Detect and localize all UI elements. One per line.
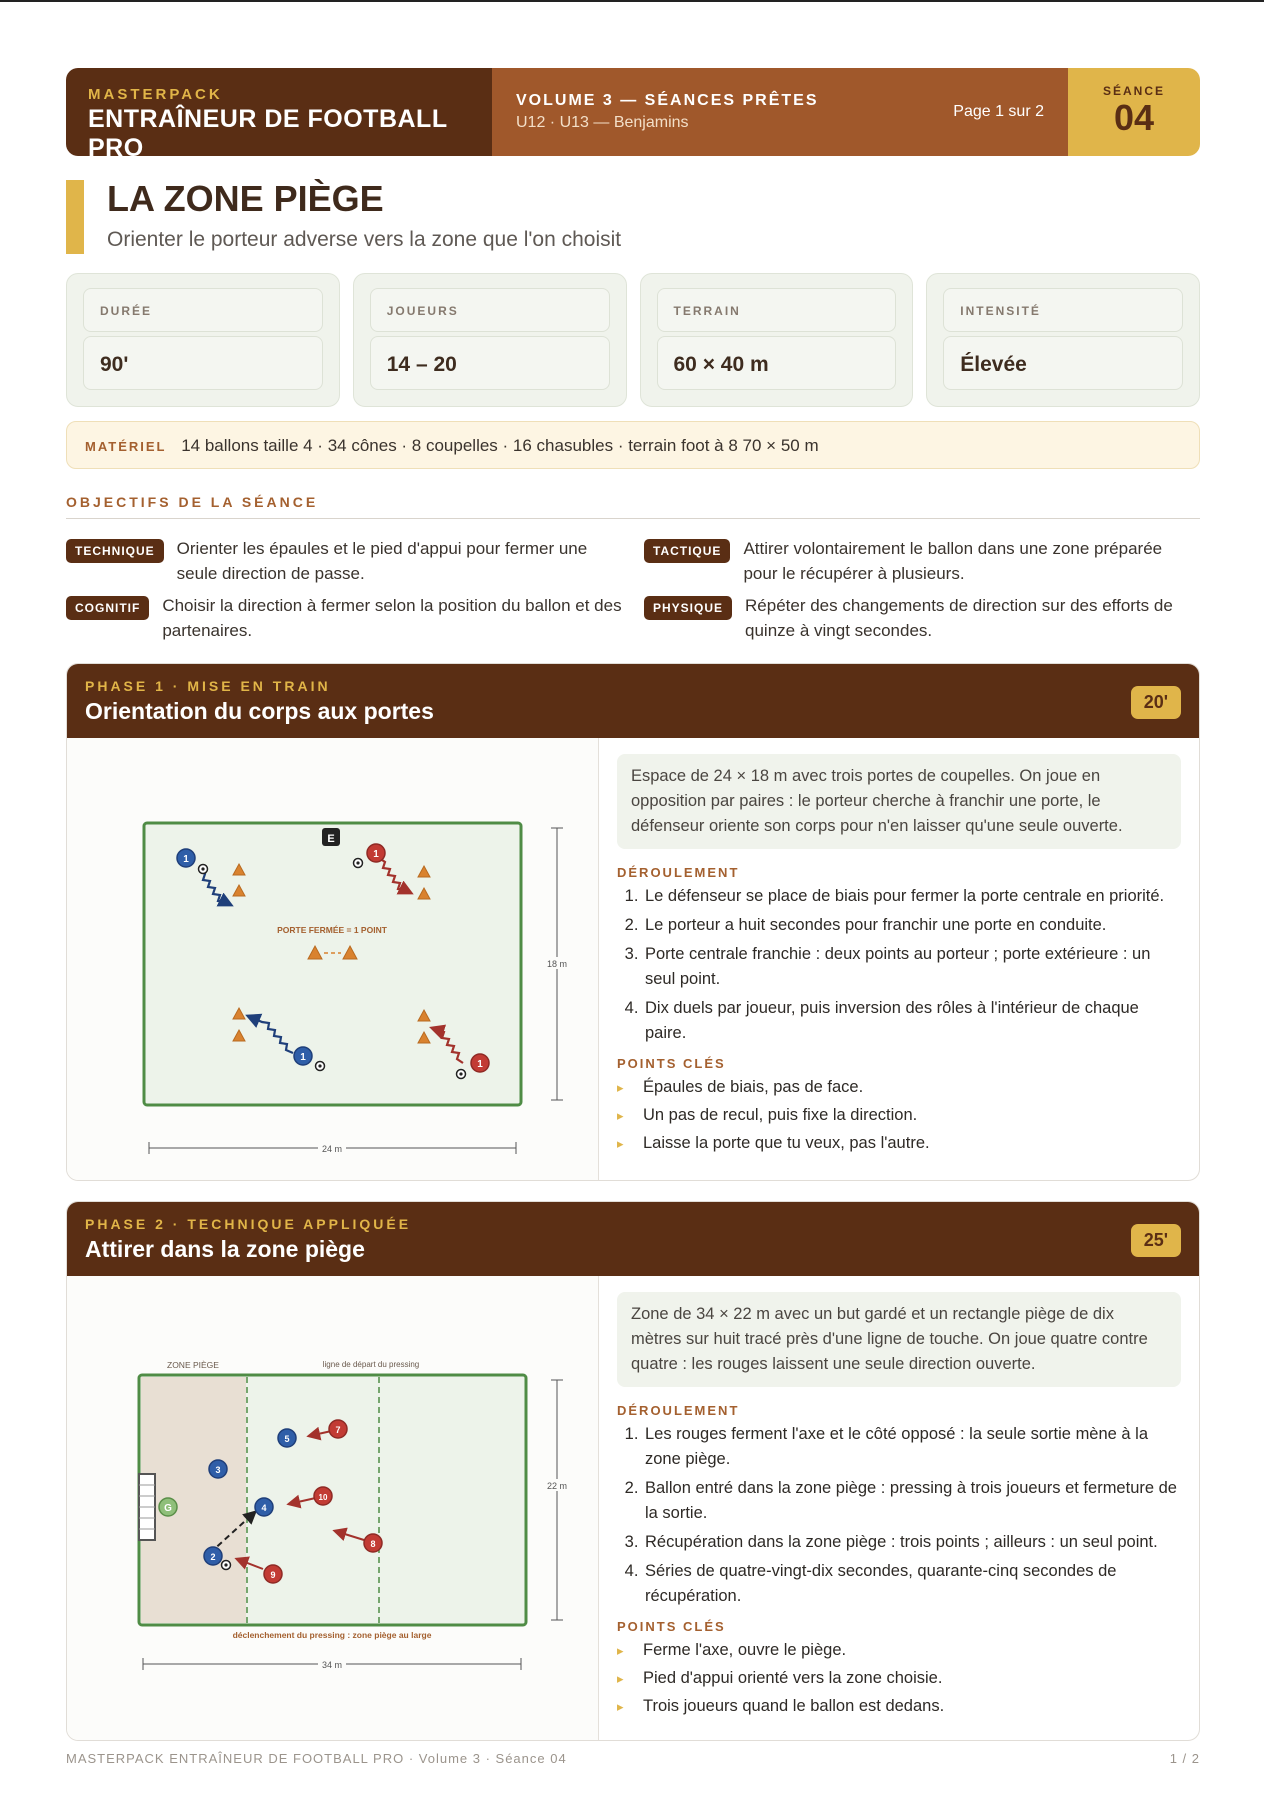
objective-text: Répéter des changements de direction sur des efforts de quinze à vingt secondes. [745, 596, 1173, 640]
page-info: Page 1 sur 2 [953, 103, 1044, 120]
material-box [66, 421, 1200, 469]
phase-header [67, 1202, 1199, 1276]
trap-zone [141, 1377, 246, 1623]
objective-tactique [644, 536, 1200, 586]
objective-tag: COGNITIF [66, 596, 149, 620]
footer-page-number: 1 / 2 [1169, 1751, 1200, 1766]
phase-header [67, 664, 1199, 738]
width-label: 34 m [321, 1660, 343, 1670]
stat-label: TERRAIN [657, 288, 897, 332]
stat-label: DURÉE [83, 288, 323, 332]
objectives-divider [66, 518, 1200, 519]
player-number: 9 [270, 1570, 276, 1580]
pitch-diagram-1 [67, 738, 599, 1181]
volume-title: VOLUME 3 — SÉANCES PRÊTES [516, 92, 819, 109]
player-number: 1 [477, 1059, 483, 1070]
height-label: 22 m [546, 1481, 568, 1491]
key-point: ▸ Pied d'appui orienté vers la zone choisie. [617, 1666, 1181, 1691]
player-number: 5 [284, 1434, 290, 1444]
objective-cognitif [66, 593, 626, 643]
phase-intro: Espace de 24 × 18 m avec trois portes de coupelles. On joue en opposition par paires : le porteur cherche à franchir une porte, le défenseur oriente son corps pour n'en laisser qu'une seule ouverte. [617, 754, 1181, 849]
objective-tag: PHYSIQUE [644, 596, 732, 620]
objective-text: Choisir la direction à fermer selon la position du ballon et des partenaires. [162, 596, 622, 640]
player-number: 4 [261, 1503, 267, 1513]
objective-text: Attirer volontairement le ballon dans une zone préparée pour le récupérer à plusieurs. [743, 539, 1163, 583]
step-item: 3. Récupération dans la zone piège : trois points ; ailleurs : un seul point. [643, 1530, 1181, 1555]
player-number: 8 [370, 1539, 376, 1549]
stat-label: JOUEURS [370, 288, 610, 332]
objective-physique [644, 593, 1200, 643]
pitch-diagram-2 [67, 1276, 599, 1741]
player-number: 3 [215, 1465, 221, 1475]
session-block [1068, 68, 1200, 156]
key-point: ▸ Laisse la porte que tu veux, pas l'autre. [617, 1131, 1181, 1156]
phase-number: PHASE 1 · MISE EN TRAIN [85, 678, 331, 694]
brand-block [66, 68, 492, 156]
stat-cards [66, 273, 1200, 407]
key-point: ▸ Un pas de recul, puis fixe la direction. [617, 1103, 1181, 1128]
player-number: 1 [373, 849, 379, 860]
stat-card-players [353, 273, 627, 407]
phase-2 [66, 1201, 1200, 1741]
phase-intro: Zone de 34 × 22 m avec un but gardé et un rectangle piège de dix mètres sur huit tracé près d'une ligne de touche. On joue quatre contre quatre : les rouges laissent une seule direction ouverte. [617, 1292, 1181, 1387]
objective-technique [66, 536, 626, 586]
pressing-line-label: ligne de départ du pressing [322, 1360, 420, 1369]
key-point: ▸ Ferme l'axe, ouvre le piège. [617, 1638, 1181, 1663]
phase-2-diagram [67, 1276, 599, 1741]
stat-label: INTENSITÉ [943, 288, 1183, 332]
session-number: 04 [1113, 97, 1155, 138]
phase-number: PHASE 2 · TECHNIQUE APPLIQUÉE [85, 1216, 412, 1232]
trap-zone-label: ZONE PIÈGE [167, 1360, 219, 1370]
keys-heading: POINTS CLÉS [617, 1056, 726, 1071]
phase-1-diagram [67, 738, 599, 1181]
width-label: 24 m [321, 1144, 343, 1154]
stat-card-duration [66, 273, 340, 407]
steps-list [617, 884, 1181, 1046]
page-subtitle: Orienter le porteur adverse vers la zone que l'on choisit [107, 228, 622, 251]
key-point: ▸ Épaules de biais, pas de face. [617, 1075, 1181, 1100]
step-item: 2. Le porteur a huit secondes pour franchir une porte en conduite. [643, 913, 1181, 938]
objective-text: Orienter les épaules et le pied d'appui pour fermer une seule direction de passe. [176, 539, 588, 583]
header-band [66, 68, 1200, 156]
brand-name: MASTERPACK [88, 86, 223, 103]
steps-list [617, 1422, 1181, 1609]
phase-1-text [599, 738, 1199, 1181]
stat-value: 90' [83, 336, 323, 390]
material-text: 14 ballons taille 4 · 34 cônes · 8 coupelles · 16 chasubles · terrain foot à 8 70 × 50 m [181, 436, 819, 455]
step-item: 1. Les rouges ferment l'axe et le côté opposé : la seule sortie mène à la zone piège. [643, 1422, 1181, 1472]
phase-name: Attirer dans la zone piège [85, 1236, 365, 1262]
stat-value: Élevée [943, 336, 1183, 390]
level-label: U12 · U13 — Benjamins [516, 114, 689, 131]
objective-tag: TACTIQUE [644, 539, 730, 563]
stat-card-intensity [926, 273, 1200, 407]
phase-1 [66, 663, 1200, 1181]
session-label: SÉANCE [1102, 84, 1165, 98]
player-number: 1 [183, 854, 189, 865]
coach-label: E [327, 833, 335, 845]
step-item: 1. Le défenseur se place de biais pour fermer la porte centrale en priorité. [643, 884, 1181, 909]
steps-heading: DÉROULEMENT [617, 1403, 740, 1418]
steps-heading: DÉROULEMENT [617, 865, 740, 880]
step-item: 3. Porte centrale franchie : deux points au porteur ; porte extérieure : un seul point. [643, 942, 1181, 992]
key-point: ▸ Trois joueurs quand le ballon est dedans. [617, 1694, 1181, 1719]
stat-value: 14 – 20 [370, 336, 610, 390]
player-number: 10 [318, 1493, 328, 1502]
title-accent-bar [66, 180, 84, 254]
material-label: MATÉRIEL [85, 439, 167, 454]
footer-left: MASTERPACK ENTRAÎNEUR DE FOOTBALL PRO · Volume 3 · Séance 04 [66, 1751, 567, 1766]
top-rule [0, 0, 1264, 2]
keys-list [617, 1075, 1181, 1156]
player-number: 2 [210, 1552, 216, 1562]
pressing-trigger-caption: déclenchement du pressing : zone piège au large [232, 1630, 432, 1640]
keys-heading: POINTS CLÉS [617, 1619, 726, 1634]
step-item: 4. Séries de quatre-vingt-dix secondes, quarante-cinq secondes de récupération. [643, 1559, 1181, 1609]
player-number: 1 [300, 1052, 306, 1063]
height-label: 18 m [546, 959, 568, 969]
keys-list [617, 1638, 1181, 1719]
volume-block [492, 68, 1068, 156]
gate-caption: PORTE FERMÉE = 1 POINT [277, 925, 387, 935]
player-number: 7 [335, 1425, 341, 1435]
page-title: LA ZONE PIÈGE [107, 178, 384, 219]
step-item: 2. Ballon entré dans la zone piège : pressing à trois joueurs et fermeture de la sortie. [643, 1476, 1181, 1526]
step-item: 4. Dix duels par joueur, puis inversion des rôles à l'intérieur de chaque paire. [643, 996, 1181, 1046]
objectives-heading: OBJECTIFS DE LA SÉANCE [66, 494, 319, 510]
phase-duration-badge: 25' [1131, 1224, 1181, 1257]
objective-tag: TECHNIQUE [66, 539, 164, 563]
phase-name: Orientation du corps aux portes [85, 698, 434, 724]
phase-duration-badge: 20' [1131, 686, 1181, 719]
goalkeeper-label: G [164, 1503, 172, 1514]
product-name: ENTRAÎNEUR DE FOOTBALL PRO [88, 105, 448, 156]
stat-card-field [640, 273, 914, 407]
stat-value: 60 × 40 m [657, 336, 897, 390]
phase-2-text [599, 1276, 1199, 1741]
